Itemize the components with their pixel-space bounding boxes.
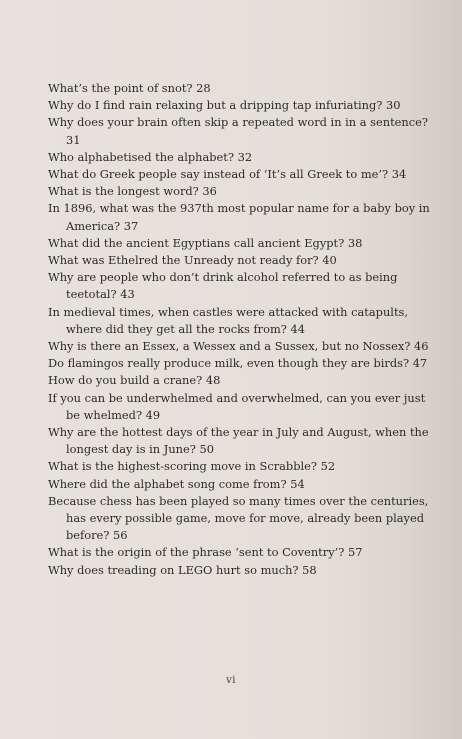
- toc-entry: What is the longest word? 36: [48, 184, 217, 199]
- toc-entry: Why does treading on LEGO hurt so much? 58: [48, 562, 317, 577]
- toc-entry: Why are the hottest days of the year in July and August, when the longest day is in June? 50: [48, 425, 429, 457]
- toc-entry: What do Greek people say instead of ‘It’s all Greek to me’? 34: [48, 167, 407, 182]
- toc-entry: How do you build a crane? 48: [48, 373, 221, 388]
- toc-entry: Who alphabetised the alphabet? 32: [48, 149, 253, 164]
- toc-entry: Where did the alphabet song come from? 54: [48, 476, 305, 491]
- toc-entry: What is the highest-scoring move in Scrabble? 52: [48, 459, 336, 474]
- toc-entry: Why is there an Essex, a Wessex and a Sussex, but no Nossex? 46: [48, 339, 429, 354]
- toc-entry: Why does your brain often skip a repeated word in in a sentence? 31: [48, 115, 428, 147]
- toc-entry: In 1896, what was the 937th most popular name for a baby boy in America? 37: [48, 201, 430, 233]
- toc-entry: Why are people who don’t drink alcohol referred to as being teetotal? 43: [48, 270, 398, 302]
- toc-entry: If you can be underwhelmed and overwhelmed, can you ever just be whelmed? 49: [48, 390, 426, 422]
- toc-entry: Do flamingos really produce milk, even though they are birds? 47: [48, 356, 428, 371]
- toc-entry: What is the origin of the phrase ‘sent to Coventry’? 57: [48, 545, 363, 560]
- toc-entry: Why do I find rain relaxing but a dripping tap infuriating? 30: [48, 98, 401, 113]
- toc-entry: In medieval times, when castles were attacked with catapults, where did they get all the rocks from? 44: [48, 304, 408, 336]
- table-of-contents: [48, 80, 438, 579]
- toc-entry: What’s the point of snot? 28: [48, 81, 211, 95]
- toc-entry: What was Ethelred the Unready not ready for? 40: [48, 253, 337, 268]
- page-number: vi: [226, 675, 236, 686]
- toc-entry: Because chess has been played so many times over the centuries, has every possible game, move for move, already been played before? 56: [48, 493, 429, 543]
- toc-entry: What did the ancient Egyptians call ancient Egypt? 38: [48, 235, 363, 250]
